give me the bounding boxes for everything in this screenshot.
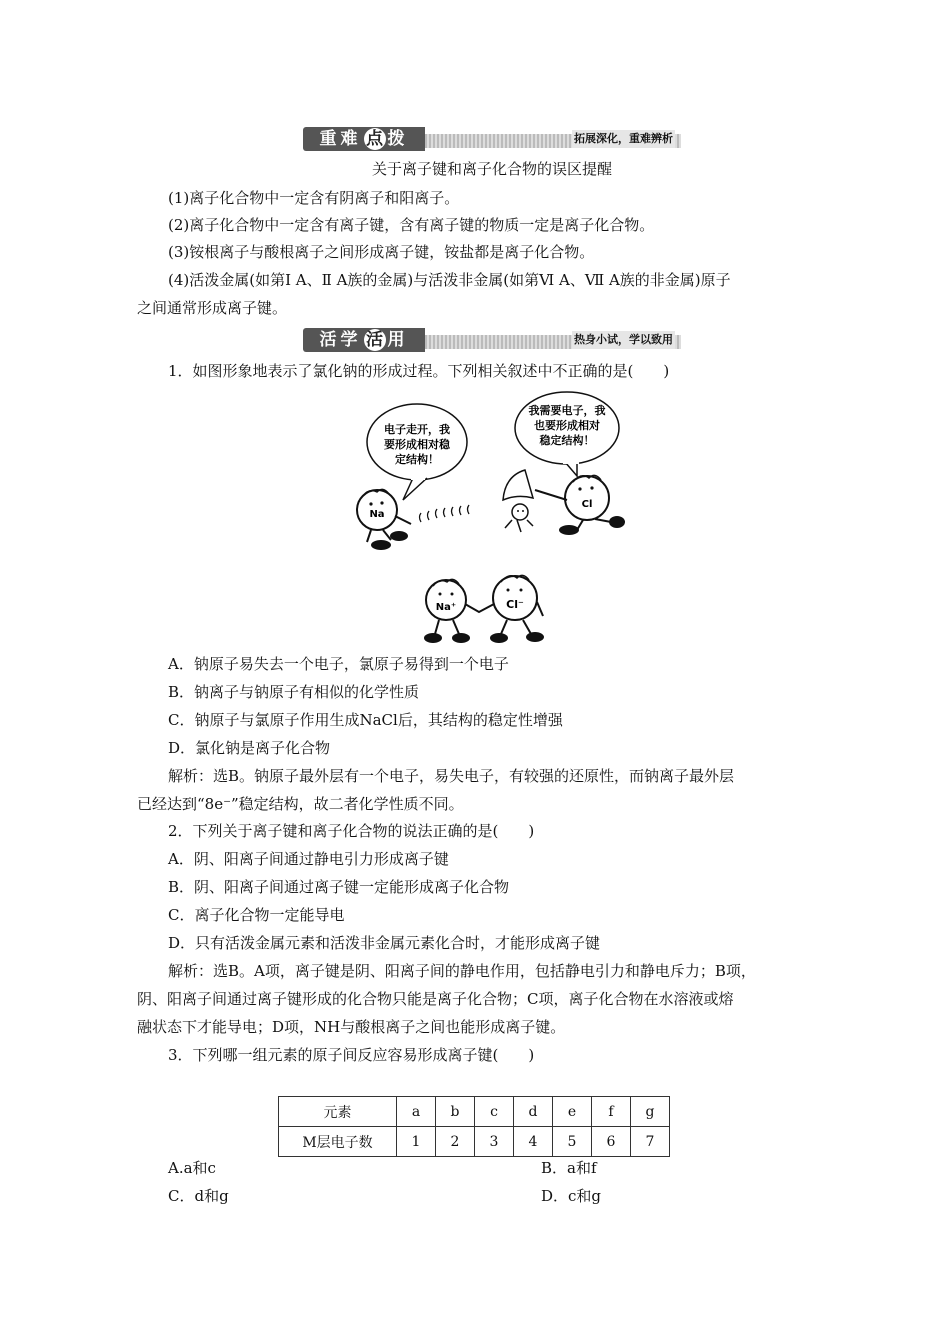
table-cell: 元素 [279, 1097, 397, 1127]
q2-option-a: A．阴、阳离子间通过静电引力形成离子键 [168, 850, 449, 868]
banner-tag: 活学 活 用 [303, 328, 425, 352]
banner-dot: 活 [364, 329, 386, 351]
q3-option-c: C．d和g [168, 1187, 229, 1205]
table-cell: a [397, 1097, 436, 1127]
cl-atom-character [503, 470, 625, 535]
banner-subtitle: 拓展深化，重难辨析 [572, 130, 675, 148]
table-cell: f [592, 1097, 631, 1127]
q1-option-b: B．钠离子与钠原子有相似的化学性质 [168, 683, 420, 701]
point-3: (3)铵根离子与酸根离子之间形成离子键，铵盐都是离子化合物。 [168, 243, 595, 261]
q2-analysis-1: 解析：选B。A项，离子键是阴、阳离子间的静电作用，包括静电引力和静电斥力；B项， [168, 962, 756, 980]
banner-subtitle: 热身小试，学以致用 [572, 331, 675, 349]
table-cell: M层电子数 [279, 1127, 397, 1157]
na-bubble-line-1: 电子走开，我 [384, 423, 450, 436]
cartoon-svg [355, 390, 645, 652]
q2-option-b: B．阴、阳离子间通过离子键一定能形成离子化合物 [168, 878, 510, 896]
point-2: (2)离子化合物中一定含有离子键，含有离子键的物质一定是离子化合物。 [168, 216, 655, 234]
banner-tag: 重难 点 拨 [303, 127, 425, 151]
table-cell: 3 [475, 1127, 514, 1157]
cl-label: Cl [581, 499, 593, 510]
table-cell: 7 [631, 1127, 670, 1157]
q2-stem: 2．下列关于离子键和离子化合物的说法正确的是( ) [168, 822, 535, 840]
section-banner-key-points [303, 127, 681, 151]
section-banner-practice [303, 328, 681, 352]
electron-motion-marks [420, 505, 470, 522]
table-cell: 2 [436, 1127, 475, 1157]
table-row [279, 1097, 670, 1127]
table-cell: 6 [592, 1127, 631, 1157]
electron-table [278, 1096, 670, 1157]
na-bubble-line-2: 要形成相对稳 [384, 438, 450, 451]
point-4-cont: 之间通常形成离子键。 [137, 299, 288, 317]
q2-analysis-2: 阴、阳离子间通过离子键形成的化合物只能是离子化合物；C项，离子化合物在水溶液或熔 [137, 990, 734, 1008]
cl-bubble-line-1: 我需要电子，我 [528, 404, 606, 417]
table-cell: c [475, 1097, 514, 1127]
point-4: (4)活泼金属(如第Ⅰ A、Ⅱ A族的金属)与活泼非金属(如第Ⅵ A、Ⅶ A族的非金属)原子 [168, 271, 731, 289]
q3-option-d: D．c和g [541, 1187, 602, 1205]
cl-speech-bubble [515, 392, 619, 476]
cl-ion-label: Cl⁻ [506, 598, 524, 611]
q2-analysis-3: 融状态下才能导电；D项，NH与酸根离子之间也能形成离子键。 [137, 1018, 566, 1036]
electron-character [505, 504, 533, 532]
na-speech-bubble [367, 404, 467, 500]
q1-stem: 1．如图形象地表示了氯化钠的形成过程。下列相关叙述中不正确的是( ) [168, 362, 670, 380]
q1-option-a: A．钠原子易失去一个电子，氯原子易得到一个电子 [168, 655, 509, 673]
q3-option-a: A.a和c [168, 1159, 216, 1177]
banner-dot: 点 [364, 128, 386, 150]
na-bubble-line-3: 定结构！ [395, 453, 439, 466]
q3-stem: 3．下列哪一组元素的原子间反应容易形成离子键( ) [168, 1046, 535, 1064]
na-ion-character [424, 579, 470, 643]
section-title: 关于离子键和离子化合物的误区提醒 [372, 160, 613, 178]
table-row [279, 1127, 670, 1157]
q2-option-c: C．离子化合物一定能导电 [168, 906, 345, 924]
table-cell: 5 [553, 1127, 592, 1157]
cl-bubble-line-2: 也要形成相对 [534, 419, 600, 432]
q3-option-b: B．a和f [541, 1159, 597, 1177]
q1-option-d: D．氯化钠是离子化合物 [168, 739, 331, 757]
na-ion-label: Na⁺ [435, 602, 457, 613]
cl-bubble-line-3: 稳定结构！ [539, 434, 595, 447]
q1-analysis-2: 已经达到“8e⁻”稳定结构，故二者化学性质不同。 [137, 795, 464, 813]
table-cell: d [514, 1097, 553, 1127]
q2-option-d: D．只有活泼金属元素和活泼非金属元素化合时，才能形成离子键 [168, 934, 601, 952]
table-cell: 1 [397, 1127, 436, 1157]
point-1: (1)离子化合物中一定含有阴离子和阳离子。 [168, 189, 460, 207]
table-cell: e [553, 1097, 592, 1127]
table-cell: g [631, 1097, 670, 1127]
cl-ion-character [465, 575, 544, 643]
q1-option-c: C．钠原子与氯原子作用生成NaCl后，其结构的稳定性增强 [168, 711, 563, 729]
na-label: Na [369, 509, 385, 520]
table-cell: b [436, 1097, 475, 1127]
table-cell: 4 [514, 1127, 553, 1157]
q1-analysis-1: 解析：选B。钠原子最外层有一个电子，易失电子，有较强的还原性，而钠离子最外层 [168, 767, 735, 785]
sodium-chloride-cartoon [355, 390, 645, 652]
